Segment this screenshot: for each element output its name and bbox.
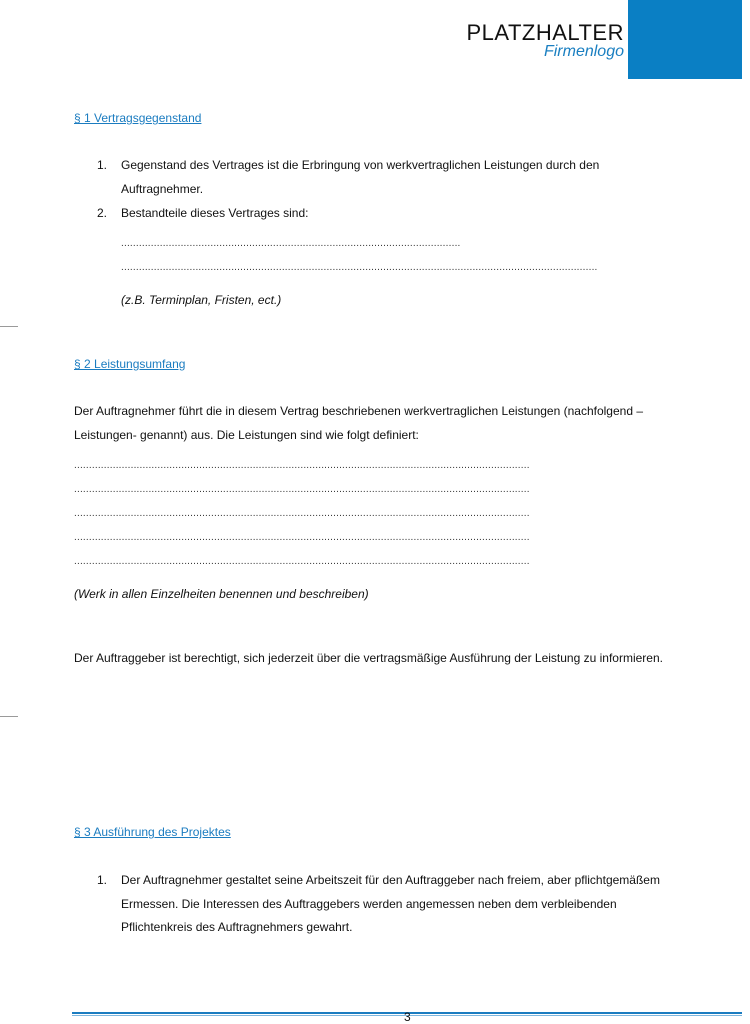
- section-1-item-2-line-1: Bestandteile dieses Vertrages sind:: [121, 206, 309, 220]
- fill-in-line: ................................................................................................................................................................: [121, 262, 598, 273]
- section-2-note: (Werk in allen Einzelheiten benennen und beschreiben): [74, 587, 369, 601]
- section-1-item-1-line-1: Gegenstand des Vertrages ist die Erbringung von werkvertraglichen Leistungen durch den: [121, 158, 600, 172]
- fill-in-line: .........................................................................................................................................................: [74, 556, 530, 567]
- section-2-heading: § 2 Leistungsumfang: [74, 357, 186, 371]
- section-1-heading: § 1 Vertragsgegenstand: [74, 111, 202, 125]
- fill-in-line: .........................................................................................................................................................: [74, 532, 530, 543]
- logo-title: PLATZHALTER: [466, 20, 624, 45]
- list-number: 1.: [97, 873, 108, 887]
- section-2-info: Der Auftraggeber ist berechtigt, sich jederzeit über die vertragsmäßige Ausführung der Leistung zu informieren.: [74, 651, 663, 665]
- page-number: 3: [404, 1010, 411, 1024]
- margin-mark: [0, 326, 18, 327]
- fill-in-line: ..................................................................................................................: [121, 238, 461, 249]
- section-1-item-1-line-2: Auftragnehmer.: [121, 182, 204, 196]
- list-number: 1.: [97, 158, 108, 172]
- section-3-item-1-line-3: Pflichtenkreis des Auftragnehmers gewahrt.: [121, 920, 353, 934]
- fill-in-line: .........................................................................................................................................................: [74, 508, 530, 519]
- section-3-item-1-line-1: Der Auftragnehmer gestaltet seine Arbeitszeit für den Auftraggeber nach freiem, aber pflichtgemäßem: [121, 873, 660, 887]
- fill-in-line: .........................................................................................................................................................: [74, 460, 530, 471]
- logo-subtitle: Firmenlogo: [543, 43, 624, 60]
- logo-block: [628, 0, 742, 79]
- section-1-note: (z.B. Terminplan, Fristen, ect.): [121, 293, 282, 307]
- section-2-intro-line-2: Leistungen- genannt) aus. Die Leistungen sind wie folgt definiert:: [74, 428, 419, 442]
- section-3-heading: § 3 Ausführung des Projektes: [74, 825, 231, 839]
- section-2-intro-line-1: Der Auftragnehmer führt die in diesem Vertrag beschriebenen werkvertraglichen Leistungen (nachfolgend –: [74, 404, 644, 418]
- fill-in-line: .........................................................................................................................................................: [74, 484, 530, 495]
- section-3-item-1-line-2: Ermessen. Die Interessen des Auftraggebers werden angemessen neben dem verbleibenden: [121, 897, 617, 911]
- list-number: 2.: [97, 206, 108, 220]
- margin-mark: [0, 716, 18, 717]
